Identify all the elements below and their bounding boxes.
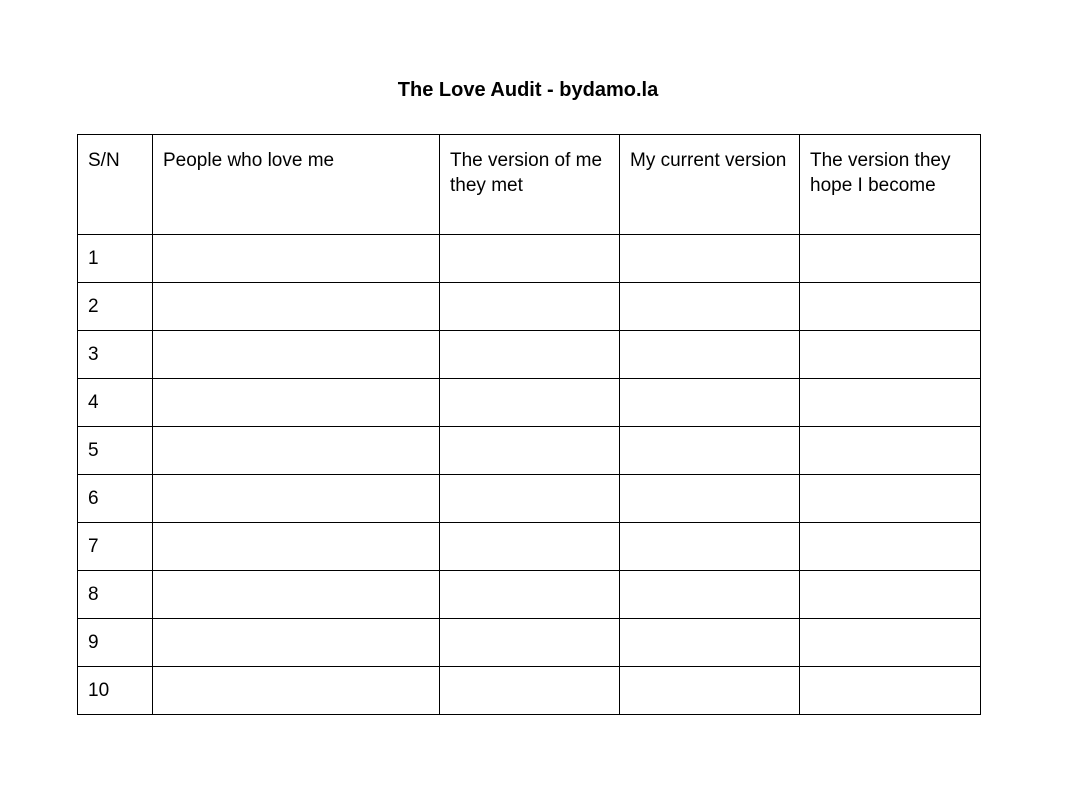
- row-serial-number: 5: [78, 427, 153, 475]
- version-met-cell[interactable]: [440, 619, 620, 667]
- header-version-they-met: The version of me they met: [440, 135, 620, 235]
- table-header-row: [78, 135, 981, 235]
- header-sn: S/N: [78, 135, 153, 235]
- header-people-who-love-me: People who love me: [153, 135, 440, 235]
- table-row: [78, 427, 981, 475]
- hoped-version-cell[interactable]: [800, 523, 981, 571]
- table-row: [78, 667, 981, 715]
- people-cell[interactable]: [153, 283, 440, 331]
- hoped-version-cell[interactable]: [800, 667, 981, 715]
- row-serial-number: 9: [78, 619, 153, 667]
- people-cell[interactable]: [153, 619, 440, 667]
- version-met-cell[interactable]: [440, 523, 620, 571]
- table-row: [78, 235, 981, 283]
- table-row: [78, 475, 981, 523]
- row-serial-number: 7: [78, 523, 153, 571]
- table-row: [78, 283, 981, 331]
- current-version-cell[interactable]: [620, 619, 800, 667]
- hoped-version-cell[interactable]: [800, 571, 981, 619]
- table-row: [78, 379, 981, 427]
- version-met-cell[interactable]: [440, 427, 620, 475]
- people-cell[interactable]: [153, 379, 440, 427]
- hoped-version-cell[interactable]: [800, 475, 981, 523]
- hoped-version-cell[interactable]: [800, 427, 981, 475]
- love-audit-table: [77, 134, 981, 715]
- people-cell[interactable]: [153, 475, 440, 523]
- row-serial-number: 3: [78, 331, 153, 379]
- row-serial-number: 4: [78, 379, 153, 427]
- hoped-version-cell[interactable]: [800, 283, 981, 331]
- version-met-cell[interactable]: [440, 235, 620, 283]
- version-met-cell[interactable]: [440, 331, 620, 379]
- hoped-version-cell[interactable]: [800, 235, 981, 283]
- current-version-cell[interactable]: [620, 235, 800, 283]
- table-row: [78, 619, 981, 667]
- people-cell[interactable]: [153, 571, 440, 619]
- current-version-cell[interactable]: [620, 379, 800, 427]
- table-row: [78, 571, 981, 619]
- current-version-cell[interactable]: [620, 427, 800, 475]
- current-version-cell[interactable]: [620, 667, 800, 715]
- version-met-cell[interactable]: [440, 571, 620, 619]
- table-row: [78, 523, 981, 571]
- hoped-version-cell[interactable]: [800, 379, 981, 427]
- version-met-cell[interactable]: [440, 379, 620, 427]
- people-cell[interactable]: [153, 523, 440, 571]
- version-met-cell[interactable]: [440, 283, 620, 331]
- row-serial-number: 10: [78, 667, 153, 715]
- version-met-cell[interactable]: [440, 667, 620, 715]
- header-version-they-hope: The version they hope I become: [800, 135, 981, 235]
- current-version-cell[interactable]: [620, 331, 800, 379]
- people-cell[interactable]: [153, 427, 440, 475]
- document-title: The Love Audit - bydamo.la: [397, 79, 659, 101]
- current-version-cell[interactable]: [620, 283, 800, 331]
- row-serial-number: 1: [78, 235, 153, 283]
- row-serial-number: 8: [78, 571, 153, 619]
- people-cell[interactable]: [153, 667, 440, 715]
- version-met-cell[interactable]: [440, 475, 620, 523]
- current-version-cell[interactable]: [620, 475, 800, 523]
- current-version-cell[interactable]: [620, 571, 800, 619]
- row-serial-number: 2: [78, 283, 153, 331]
- current-version-cell[interactable]: [620, 523, 800, 571]
- table-row: [78, 331, 981, 379]
- header-current-version: My current version: [620, 135, 800, 235]
- row-serial-number: 6: [78, 475, 153, 523]
- hoped-version-cell[interactable]: [800, 619, 981, 667]
- people-cell[interactable]: [153, 235, 440, 283]
- people-cell[interactable]: [153, 331, 440, 379]
- hoped-version-cell[interactable]: [800, 331, 981, 379]
